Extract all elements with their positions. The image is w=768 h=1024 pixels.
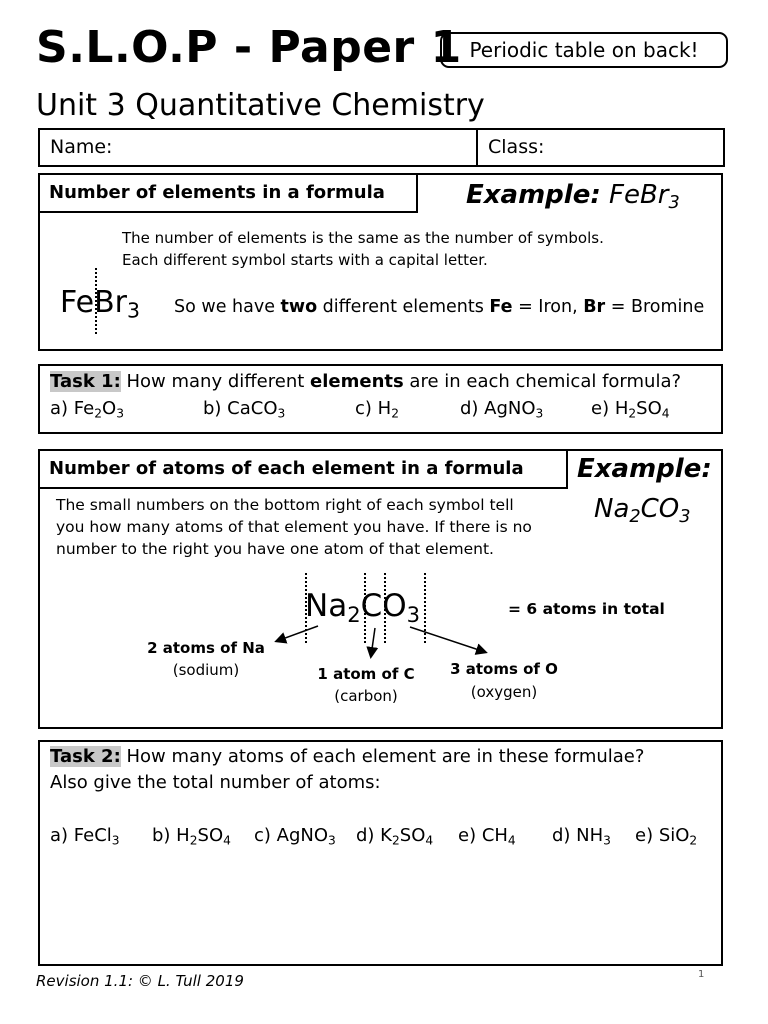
task1-question: Task 1: How many different elements are in each chemical formula? — [50, 371, 682, 392]
o-atoms-label: 3 atoms of O — [450, 660, 558, 678]
revision-footer: Revision 1.1: © L. Tull 2019 — [36, 972, 244, 990]
worksheet-title: S.L.O.P - Paper 1 — [36, 22, 462, 73]
atoms-total: = 6 atoms in total — [508, 600, 665, 618]
class-label: Class: — [488, 136, 545, 158]
febr3-divider — [95, 268, 97, 334]
na-atoms-name: (sodium) — [172, 661, 240, 679]
task2-item-d: d) $K_2SO_4$ — [356, 825, 434, 848]
name-field[interactable] — [38, 128, 478, 167]
elements-explanation-line: So we have two different elements Fe = Iron, Br = Bromine — [174, 297, 705, 317]
task2-item-a: a) FeCl$_3$ — [50, 825, 120, 848]
task2-item-g: e) SiO$_2$ — [635, 825, 698, 848]
task2-item-f: d) $NH_3$ — [552, 825, 611, 848]
na2co3-divider-3 — [384, 573, 386, 643]
c-atoms-name: (carbon) — [334, 687, 398, 705]
na2co3-big-formula: $Na_2CO_3$ — [305, 588, 421, 627]
task2-item-b: b) $H_2SO_4$ — [152, 825, 231, 848]
example-formula: FeBr$_3$ — [609, 180, 680, 213]
section-atoms-example-label: Example: — [577, 454, 712, 484]
task2-item-c: c) AgNO$_3$ — [254, 825, 336, 848]
task1-item-b: b) CaCO$_3$ — [203, 398, 286, 421]
c-atoms-label: 1 atom of C — [317, 665, 415, 683]
periodic-table-note: Periodic table on back! — [440, 32, 728, 68]
task1-item-a: a) $Fe_2O_3$ — [50, 398, 124, 421]
na2co3-divider-1 — [305, 573, 307, 643]
class-field[interactable] — [476, 128, 725, 167]
task1-item-e: e) $H_2SO_4$ — [591, 398, 670, 421]
page-number: 1 — [698, 969, 705, 980]
na2co3-divider-4 — [424, 573, 426, 643]
section-elements-example — [466, 180, 680, 213]
task1-item-d: d) AgNO$_3$ — [460, 398, 544, 421]
na-atoms-label: 2 atoms of Na — [147, 639, 265, 657]
task2-question: Task 2: How many atoms of each element are in these formulae? — [50, 746, 645, 767]
section-elements-heading-box — [38, 173, 418, 213]
section-atoms-explanation: The small numbers on the bottom right of each symbol tell you how many atoms of that element you have. If there is no number to the right you have one atom of that element. — [56, 496, 532, 558]
section-atoms-example-formula: $Na_2CO_3$ — [594, 494, 691, 527]
o-atoms-name: (oxygen) — [470, 683, 538, 701]
section-atoms-heading: Number of atoms of each element in a formula — [49, 458, 524, 479]
name-label: Name: — [50, 136, 113, 158]
example-label: Example: — [466, 180, 601, 210]
task2-label: Task 2: — [50, 746, 121, 767]
task2-item-e: e) $CH_4$ — [458, 825, 516, 848]
na2co3-divider-2 — [364, 573, 366, 643]
febr3-big-formula: FeBr$_3$ — [60, 285, 140, 323]
section-elements-heading: Number of elements in a formula — [49, 182, 385, 203]
worksheet-subtitle: Unit 3 Quantitative Chemistry — [36, 88, 485, 123]
section-elements-explanation: The number of elements is the same as the number of symbols. Each different symbol starts with a capital letter. — [122, 229, 604, 269]
section-atoms-heading-box — [38, 449, 568, 489]
task1-label: Task 1: — [50, 371, 121, 392]
task1-item-c: c) $H_2$ — [355, 398, 399, 421]
task2-question-2: Also give the total number of atoms: — [50, 772, 381, 793]
